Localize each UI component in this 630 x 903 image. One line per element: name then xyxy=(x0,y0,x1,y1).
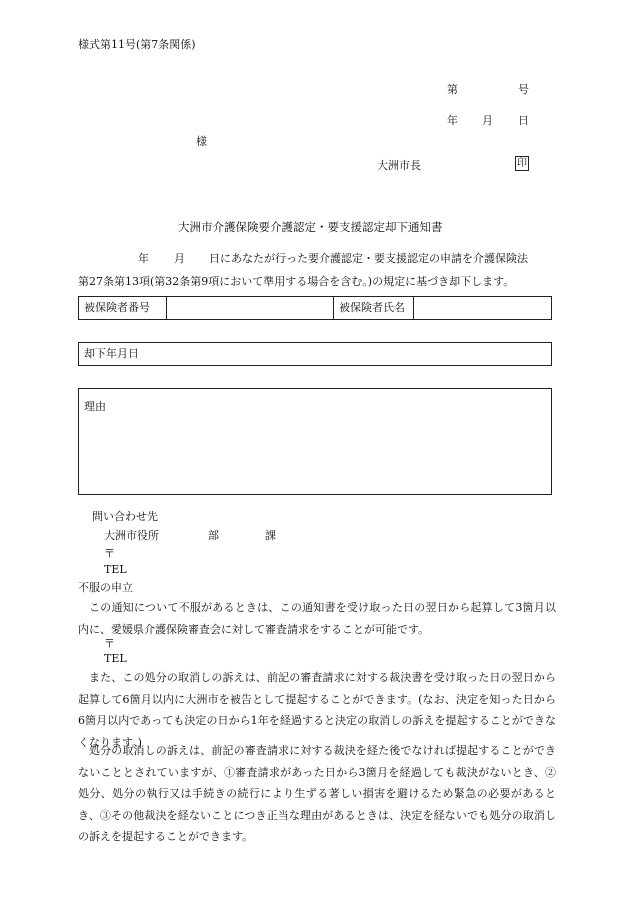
contact-postal-mark: 〒 xyxy=(104,547,115,560)
date-day: 日 xyxy=(518,114,529,127)
insured-name-field xyxy=(414,297,551,319)
appeal-heading: 不服の申立 xyxy=(78,581,133,594)
appeal-paragraph-3: 処分の取消しの訴えは、前記の審査請求に対する裁決を経た後でなければ提起することができないこととされていますが、①審査請求があった日から3箇月を経過しても裁決がないとき、②処分、処分の執行又は手続きの続行により生ずる著しい損害を避けるため緊急の必要があるとき、③その他裁決を経ないことにつき正当な理由があるときは、決定を経ないでも処分の取消しの訴えを提起することができます。 xyxy=(78,744,556,843)
insured-info-table xyxy=(78,296,552,320)
contact-department: 部 xyxy=(208,529,219,542)
appeal-paragraph-2: また、この処分の取消しの訴えは、前記の審査請求に対する裁決書を受け取った日の翌日から起算して6箇月以内に大洲市を被告として提起することができます。(なお、決定を知った日から6箇月以内であっても決定の日から1年を経過すると決定の取消しの訴えを提起することができなくなります。) xyxy=(78,671,556,749)
appeal-postal-mark: 〒 xyxy=(104,637,115,650)
rejection-date-box xyxy=(78,342,552,366)
insured-number-field xyxy=(167,297,334,319)
insured-name-label: 被保険者氏名 xyxy=(334,297,414,319)
rejection-date-label: 却下年月日 xyxy=(84,347,139,360)
contact-office: 大洲市役所 xyxy=(104,529,159,542)
contact-heading: 問い合わせ先 xyxy=(92,510,158,523)
recipient-honorific: 様 xyxy=(196,135,207,148)
intro-month: 月 xyxy=(174,252,185,265)
document-title: 大洲市介護保険要介護認定・要支援認定却下通知書 xyxy=(178,220,443,234)
reason-label: 理由 xyxy=(84,400,106,413)
intro-line-1: 日にあなたが行った要介護認定・要支援認定の申請を介護保険法 xyxy=(209,252,528,265)
doc-number-suffix: 号 xyxy=(518,83,529,96)
contact-section: 課 xyxy=(265,529,276,542)
intro-line-2: 第27条第13項(第32条第9項において準用する場合を含む。)の規定に基づき却下します。 xyxy=(78,275,515,288)
contact-tel-label: TEL xyxy=(104,563,127,576)
intro-year: 年 xyxy=(138,252,149,265)
insured-number-label: 被保険者番号 xyxy=(79,297,167,319)
date-month: 月 xyxy=(482,114,493,127)
date-year: 年 xyxy=(447,114,458,127)
reason-box xyxy=(78,388,552,495)
seal-mark: 印 xyxy=(517,158,527,169)
appeal-tel-label: TEL xyxy=(104,652,127,665)
doc-number-prefix: 第 xyxy=(447,83,458,96)
issuer-name: 大洲市長 xyxy=(377,159,421,172)
form-number: 様式第11号(第7条関係) xyxy=(78,38,196,51)
appeal-paragraph-1: この通知について不服があるときは、この通知書を受け取った日の翌日から起算して3箇月以内に、愛媛県介護保険審査会に対して審査請求をすることが可能です。 xyxy=(78,601,556,636)
